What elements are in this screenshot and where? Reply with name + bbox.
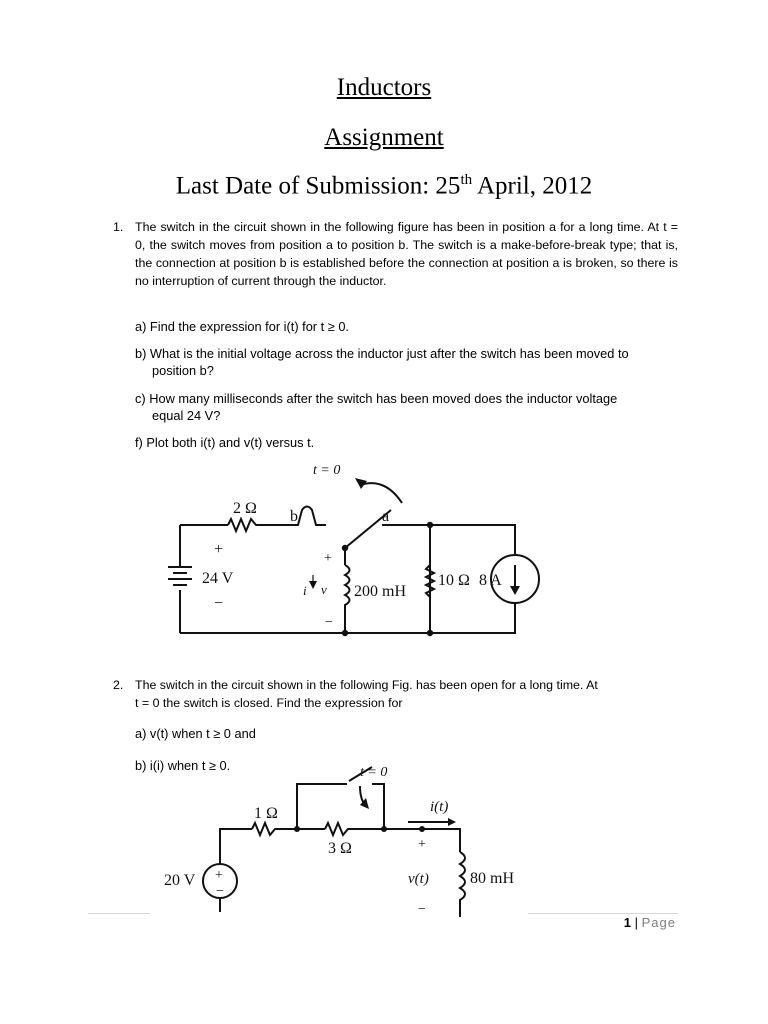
- q1-source-minus: −: [214, 595, 224, 612]
- q1-part-b: [135, 345, 675, 379]
- footer-divider-left: [88, 913, 150, 914]
- q2-r2-label: 3 Ω: [328, 840, 352, 857]
- deadline: [0, 172, 768, 200]
- q2-source-label: 20 V: [164, 872, 196, 889]
- page-footer: [624, 915, 676, 930]
- question-2-line1: The switch in the circuit shown in the following Fig. has been open for a long time. At: [135, 678, 598, 692]
- q1-current-source-label: 8 A: [479, 572, 502, 589]
- q1-part-f: f) Plot both i(t) and v(t) versus t.: [135, 435, 315, 450]
- q2-source-plus: +: [215, 868, 223, 883]
- page-number: 1: [623, 915, 632, 930]
- question-2-text: [135, 676, 678, 712]
- deadline-sup: th: [460, 172, 473, 188]
- q1-part-a: a) Find the expression for i(t) for t ≥ 0.: [135, 319, 349, 334]
- q1-voltage-label: v: [321, 582, 327, 597]
- deadline-prefix: Last Date of Submission: 25: [175, 172, 461, 200]
- q1-part-b-line1: b) What is the initial voltage across the inductor just after the switch has been moved to: [135, 346, 629, 361]
- footer-divider-right: [528, 913, 678, 914]
- page-separator: |: [631, 915, 642, 930]
- q1-inductor-plus: +: [324, 551, 332, 566]
- question-2-number: 2.: [113, 678, 124, 692]
- q1-source-plus: +: [214, 541, 224, 558]
- circuit-figure-2: [150, 752, 530, 934]
- question-2: [113, 676, 678, 712]
- q1-node-a-label: a: [382, 508, 390, 525]
- page-subtitle: Assignment: [324, 124, 444, 151]
- q1-r-series-label: 2 Ω: [233, 500, 257, 517]
- q2-current-label: i(t): [430, 799, 449, 815]
- q1-switch-label: t = 0: [313, 463, 341, 478]
- q2-voltage-label: v(t): [408, 871, 429, 887]
- page-word: Page: [641, 915, 676, 930]
- q1-r-parallel-label: 10 Ω: [438, 572, 470, 589]
- q2-inductor-label: 80 mH: [470, 870, 514, 887]
- q2-v-minus: −: [418, 902, 426, 917]
- q2-r1-label: 1 Ω: [254, 805, 278, 822]
- q2-source-minus: −: [216, 884, 224, 899]
- page-title: Inductors: [336, 74, 432, 101]
- question-2-line2: t = 0 the switch is closed. Find the expression for: [135, 696, 403, 710]
- q2-switch-label: t = 0: [360, 765, 388, 780]
- q2-v-plus: +: [418, 837, 426, 852]
- question-1: [113, 218, 678, 290]
- q1-part-c: [135, 390, 675, 424]
- q1-inductor-label: 200 mH: [354, 583, 406, 600]
- q1-current-label: i: [303, 583, 307, 598]
- q1-part-c-line2: equal 24 V?: [152, 408, 221, 423]
- question-1-text: The switch in the circuit shown in the following figure has been in position a for a long time. At t = 0, the switch moves from position a to position b. The switch is a make-before-break type; that is, the connection at position b is established before the connection at position a is broken, so there is no interruption of current through the inductor.: [135, 220, 678, 288]
- deadline-suffix: April, 2012: [472, 172, 593, 200]
- question-1-number: 1.: [113, 220, 124, 234]
- q2-part-a: a) v(t) when t ≥ 0 and: [135, 726, 256, 741]
- circuit-figure-1: [140, 455, 560, 645]
- q1-node-b-label: b: [290, 508, 298, 525]
- q2-part-b: b) i(i) when t ≥ 0.: [135, 758, 231, 773]
- q1-part-b-line2: position b?: [152, 363, 214, 378]
- q1-part-c-line1: c) How many milliseconds after the switch has been moved does the inductor voltage: [135, 391, 618, 406]
- q1-inductor-minus: −: [325, 615, 333, 630]
- q1-source-label: 24 V: [202, 570, 234, 587]
